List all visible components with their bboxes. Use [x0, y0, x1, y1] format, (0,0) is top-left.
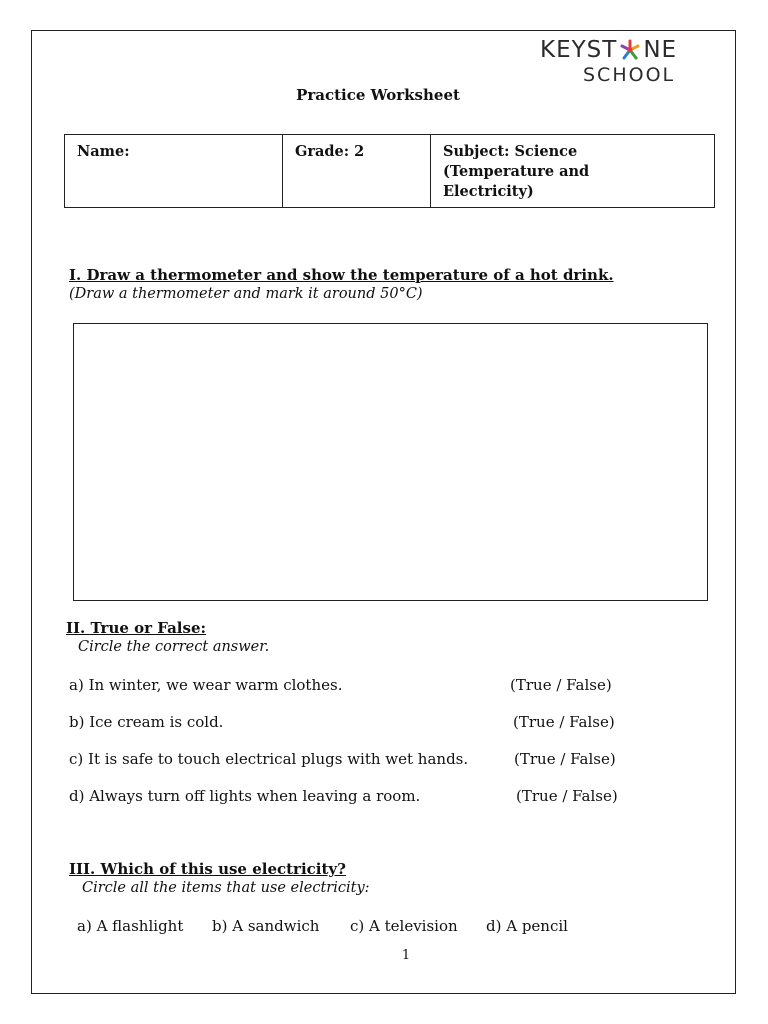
electricity-option-a[interactable]: a) A flashlight — [77, 917, 184, 935]
tf-options-b[interactable]: (True / False) — [513, 713, 615, 731]
name-cell[interactable] — [65, 135, 283, 208]
student-info-table — [64, 134, 715, 208]
logo-text-part1: KEYST — [540, 37, 618, 63]
section3-instruction: Circle all the items that use electricity: — [82, 880, 370, 896]
tf-options-c[interactable]: (True / False) — [514, 750, 616, 768]
drawing-area[interactable] — [73, 323, 708, 601]
logo-text-part2: NE — [643, 37, 678, 63]
tf-statement-c: c) It is safe to touch electrical plugs with wet hands. — [69, 750, 469, 768]
worksheet-title: Practice Worksheet — [296, 86, 460, 104]
grade-cell — [283, 135, 431, 208]
page-number: 1 — [401, 948, 411, 963]
name-label: Name: — [77, 143, 130, 160]
tf-options-d[interactable]: (True / False) — [516, 787, 618, 805]
school-logo — [540, 36, 735, 86]
tf-statement-b: b) Ice cream is cold. — [69, 713, 224, 731]
electricity-option-c[interactable]: c) A television — [350, 917, 458, 935]
logo-wordmark — [540, 36, 677, 64]
tf-options-a[interactable]: (True / False) — [510, 676, 612, 694]
electricity-option-d[interactable]: d) A pencil — [486, 917, 568, 935]
subject-line-2: (Temperature and — [443, 163, 590, 180]
section3-heading: III. Which of this use electricity? — [69, 860, 346, 878]
logo-subtext: SCHOOL — [583, 64, 676, 86]
subject-cell — [431, 135, 715, 208]
tf-statement-a: a) In winter, we wear warm clothes. — [69, 676, 343, 694]
subject-line-3: Electricity) — [443, 183, 534, 200]
tf-statement-d: d) Always turn off lights when leaving a room. — [69, 787, 421, 805]
section2-instruction: Circle the correct answer. — [78, 639, 270, 655]
logo-star-icon — [619, 39, 641, 61]
subject-line-1: Subject: Science — [443, 143, 578, 160]
section1-instruction: (Draw a thermometer and mark it around 50°C) — [69, 286, 423, 302]
electricity-option-b[interactable]: b) A sandwich — [212, 917, 320, 935]
grade-label: Grade: 2 — [295, 143, 365, 160]
section1-heading: I. Draw a thermometer and show the temperature of a hot drink. — [69, 266, 614, 284]
section2-heading: II. True or False: — [66, 619, 207, 637]
